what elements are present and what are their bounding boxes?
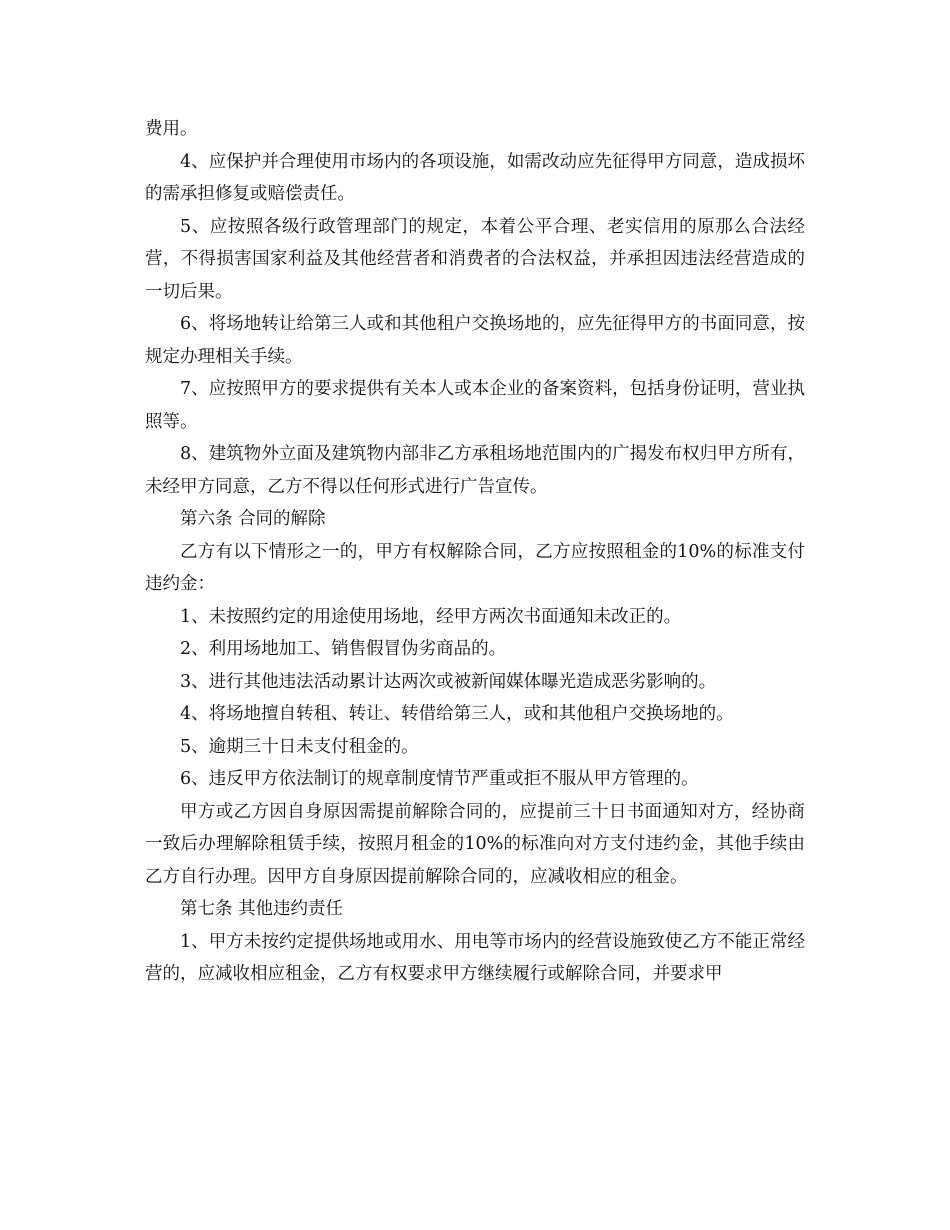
paragraph-continuation: 费用。 (145, 119, 198, 139)
list-item-termination-4: 4、将场地擅自转租、转让、转借给第三人，或和其他租户交换场地的。 (180, 704, 734, 724)
paragraph-clause-8: 8、建筑物外立面及建筑物内部非乙方承租场地范围内的广揭发布权归甲方所有，未经甲方同意，乙方不得以任何形式进行广告宣传。 (145, 444, 805, 497)
list-item-termination-6: 6、违反甲方依法制订的规章制度情节严重或拒不服从甲方管理的。 (180, 769, 699, 789)
list-item-termination-5: 5、逾期三十日未支付租金的。 (180, 736, 419, 757)
paragraph-clause-5: 5、应按照各级行政管理部门的规定，本着公平合理、老实信用的原那么合法经营，不得损害国家利益及其他经营者和消费者的合法权益，并承担因违法经营造成的一切后果。 (145, 216, 805, 302)
list-item-termination-2: 2、利用场地加工、销售假冒伪劣商品的。 (180, 639, 507, 659)
paragraph-liability-1: 1、甲方未按约定提供场地或用水、用电等市场内的经营设施致使乙方不能正常经营的，应减收相应租金，乙方有权要求甲方继续履行或解除合同，并要求甲 (145, 931, 805, 984)
paragraph-termination-intro: 乙方有以下情形之一的，甲方有权解除合同，乙方应按照租金的10%的标准支付违约金： (145, 541, 805, 594)
paragraph-clause-7: 7、应按照甲方的要求提供有关本人或本企业的备案资料，包括身份证明，营业执照等。 (145, 379, 805, 432)
paragraph-clause-6: 6、将场地转让给第三人或和其他租户交换场地的，应先征得甲方的书面同意，按规定办理相关手续。 (145, 314, 805, 367)
list-item-termination-1: 1、未按照约定的用途使用场地，经甲方两次书面通知未改正的。 (180, 606, 682, 627)
section-heading-article-7: 第七条 其他违约责任 (180, 899, 344, 919)
paragraph-early-termination: 甲方或乙方因自身原因需提前解除合同的，应提前三十日书面通知对方，经协商一致后办理解除租赁手续，按照月租金的10%的标准向对方支付违约金，其他手续由乙方自行办理。因甲方自身原因提前解除合同的，应减收相应的租金。 (145, 801, 805, 887)
section-heading-article-6: 第六条 合同的解除 (180, 509, 326, 529)
paragraph-clause-4: 4、应保护并合理使用市场内的各项设施，如需改动应先征得甲方同意，造成损坏的需承担修复或赔偿责任。 (145, 151, 805, 204)
list-item-termination-3: 3、进行其他违法活动累计达两次或被新闻媒体曝光造成恶劣影响的。 (180, 671, 717, 692)
document-body (145, 113, 805, 991)
